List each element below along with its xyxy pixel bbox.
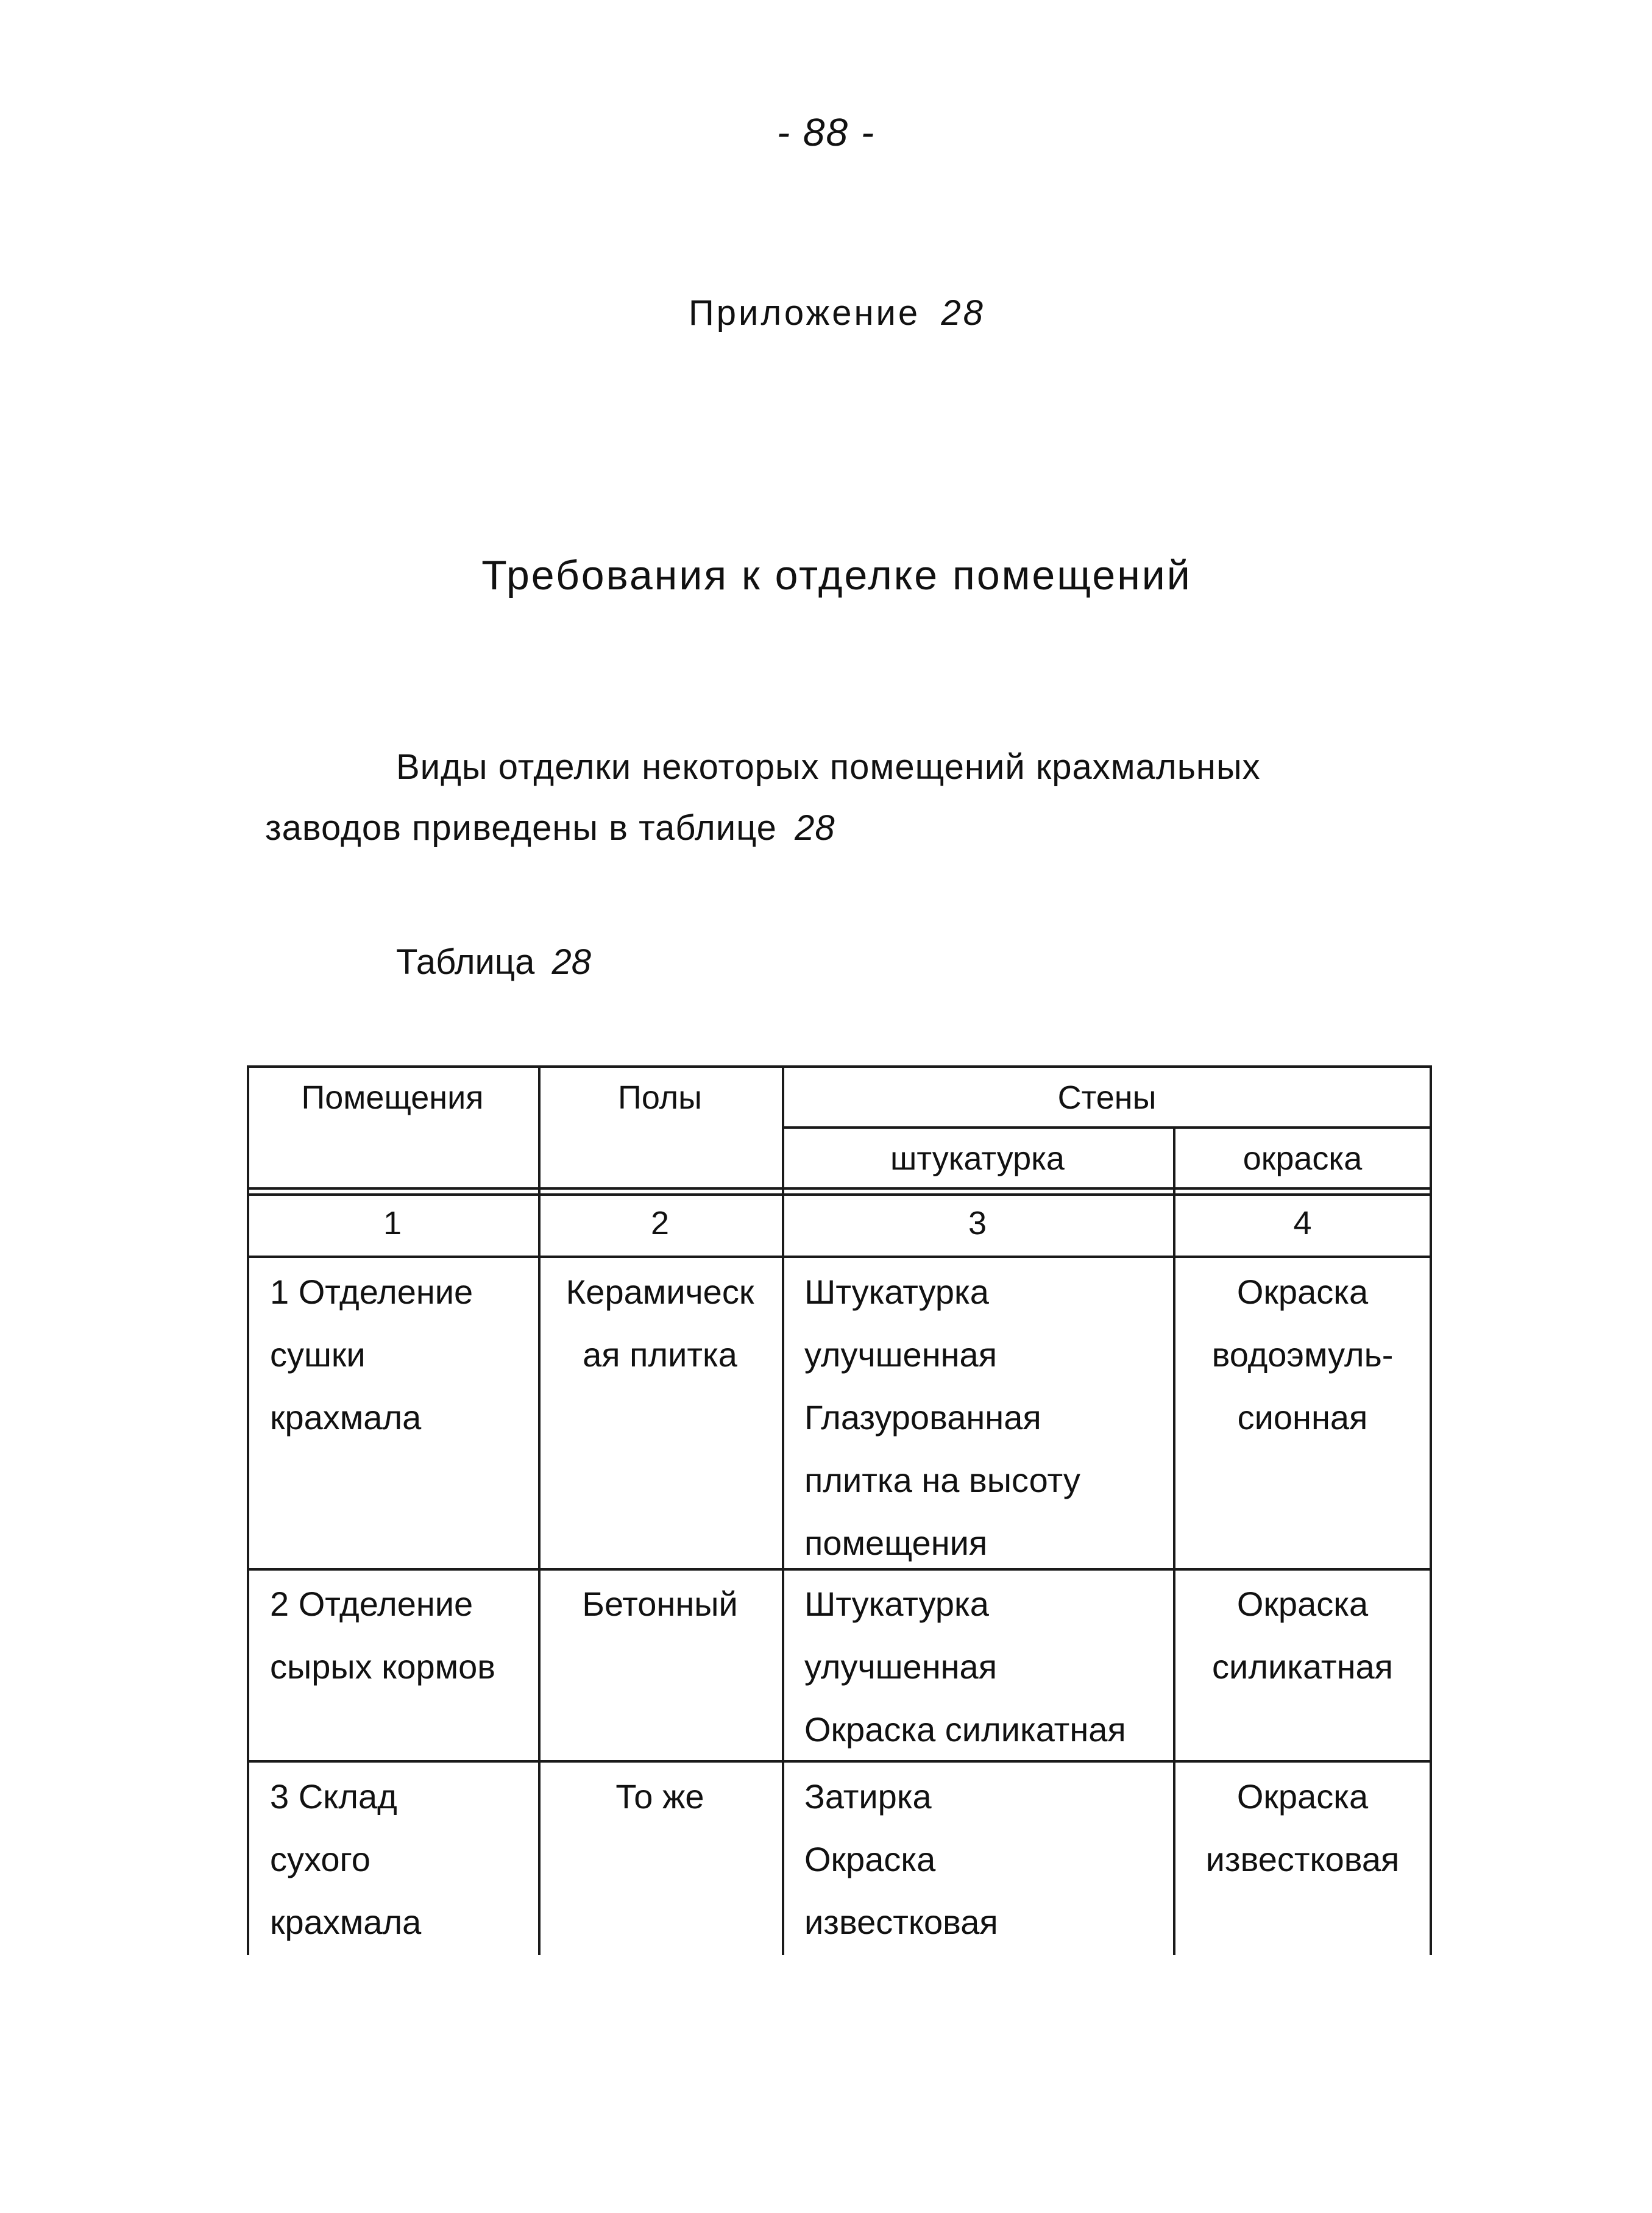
row1-plaster-line: Штукатурка bbox=[804, 1273, 989, 1311]
row2-plaster-line: Окраска силикатная bbox=[804, 1710, 1126, 1749]
header-floors: Полы bbox=[618, 1079, 702, 1116]
table-rule-top bbox=[247, 1065, 1432, 1068]
header-painting: окраска bbox=[1243, 1140, 1363, 1177]
column-number-4: 4 bbox=[1293, 1205, 1312, 1241]
appendix-number: 28 bbox=[941, 293, 985, 333]
row2-painting-cell bbox=[1173, 1572, 1432, 1698]
table-rule-numbers-bottom bbox=[247, 1256, 1432, 1258]
row1-room-line: крахмала bbox=[270, 1398, 422, 1437]
row1-plaster-cell bbox=[804, 1260, 1080, 1574]
row3-painting-line: известковая bbox=[1205, 1840, 1400, 1878]
row3-plaster-cell bbox=[804, 1765, 998, 1953]
row1-floor-line: ая плитка bbox=[583, 1335, 737, 1374]
row1-room-cell bbox=[270, 1260, 473, 1449]
table-rule-walls-split bbox=[783, 1126, 1432, 1129]
row3-room-cell bbox=[270, 1765, 421, 1953]
row3-painting-cell bbox=[1173, 1765, 1432, 1891]
row2-plaster-cell bbox=[804, 1572, 1126, 1761]
row2-room-line: 2 Отделение bbox=[270, 1585, 473, 1623]
finishing-table bbox=[247, 1065, 1432, 1955]
table-caption bbox=[396, 942, 591, 982]
header-walls: Стены bbox=[1057, 1079, 1157, 1116]
row2-room-cell bbox=[270, 1572, 495, 1698]
appendix-title bbox=[689, 293, 985, 333]
row1-plaster-line: Глазурованная bbox=[804, 1398, 1041, 1437]
row1-painting-line: Окраска bbox=[1236, 1273, 1369, 1311]
row2-painting-line: Окраска bbox=[1236, 1585, 1369, 1623]
intro-line-2 bbox=[265, 808, 835, 848]
row2-floor-cell bbox=[538, 1572, 782, 1635]
column-number-2: 2 bbox=[650, 1205, 670, 1241]
row1-floor-cell bbox=[538, 1260, 782, 1386]
header-rooms: Помещения bbox=[301, 1079, 484, 1116]
intro-line-2-text: заводов приведены в таблице bbox=[265, 808, 777, 848]
row1-painting-line: сионная bbox=[1237, 1398, 1368, 1437]
row2-floor-line: Бетонный bbox=[582, 1585, 738, 1623]
row1-floor-line: Керамическ bbox=[565, 1273, 754, 1311]
header-plaster: штукатурка bbox=[890, 1140, 1065, 1177]
appendix-label: Приложение bbox=[689, 293, 921, 333]
section-heading: Требования к отделке помещений bbox=[481, 552, 1192, 599]
row3-room-line: сухого bbox=[270, 1840, 370, 1878]
table-rule-left bbox=[247, 1065, 249, 1955]
table-rule-header-bottom bbox=[247, 1187, 1432, 1190]
table-rule-numbers-top bbox=[247, 1193, 1432, 1196]
row3-floor-cell bbox=[538, 1765, 782, 1828]
table-caption-label: Таблица bbox=[396, 942, 535, 982]
table-rule-col2 bbox=[782, 1065, 784, 1955]
row1-room-line: сушки bbox=[270, 1335, 366, 1374]
row1-plaster-line: улучшенная bbox=[804, 1335, 998, 1374]
row3-plaster-line: известковая bbox=[804, 1903, 998, 1941]
row3-plaster-line: Затирка bbox=[804, 1777, 932, 1816]
row1-plaster-line: помещения bbox=[804, 1524, 988, 1562]
row3-floor-line: То же bbox=[615, 1777, 704, 1816]
row1-room-line: 1 Отделение bbox=[270, 1273, 473, 1311]
table-caption-number: 28 bbox=[551, 942, 592, 982]
row2-plaster-line: Штукатурка bbox=[804, 1585, 989, 1623]
row3-room-line: 3 Склад bbox=[270, 1777, 397, 1816]
row3-painting-line: Окраска bbox=[1236, 1777, 1369, 1816]
page-number: - 88 - bbox=[776, 110, 876, 154]
column-number-3: 3 bbox=[968, 1205, 987, 1241]
row3-room-line: крахмала bbox=[270, 1903, 422, 1941]
row2-plaster-line: улучшенная bbox=[804, 1647, 998, 1686]
row2-painting-line: силикатная bbox=[1212, 1647, 1393, 1686]
row3-plaster-line: Окраска bbox=[804, 1840, 936, 1878]
row1-painting-cell bbox=[1173, 1260, 1432, 1449]
row2-room-line: сырых кормов bbox=[270, 1647, 496, 1686]
row1-painting-line: водоэмуль- bbox=[1211, 1335, 1394, 1374]
row1-plaster-line: плитка на высоту bbox=[804, 1461, 1080, 1499]
intro-line-1: Виды отделки некоторых помещений крахмальных bbox=[396, 747, 1261, 787]
column-number-1: 1 bbox=[383, 1205, 402, 1241]
intro-table-number: 28 bbox=[795, 808, 835, 848]
